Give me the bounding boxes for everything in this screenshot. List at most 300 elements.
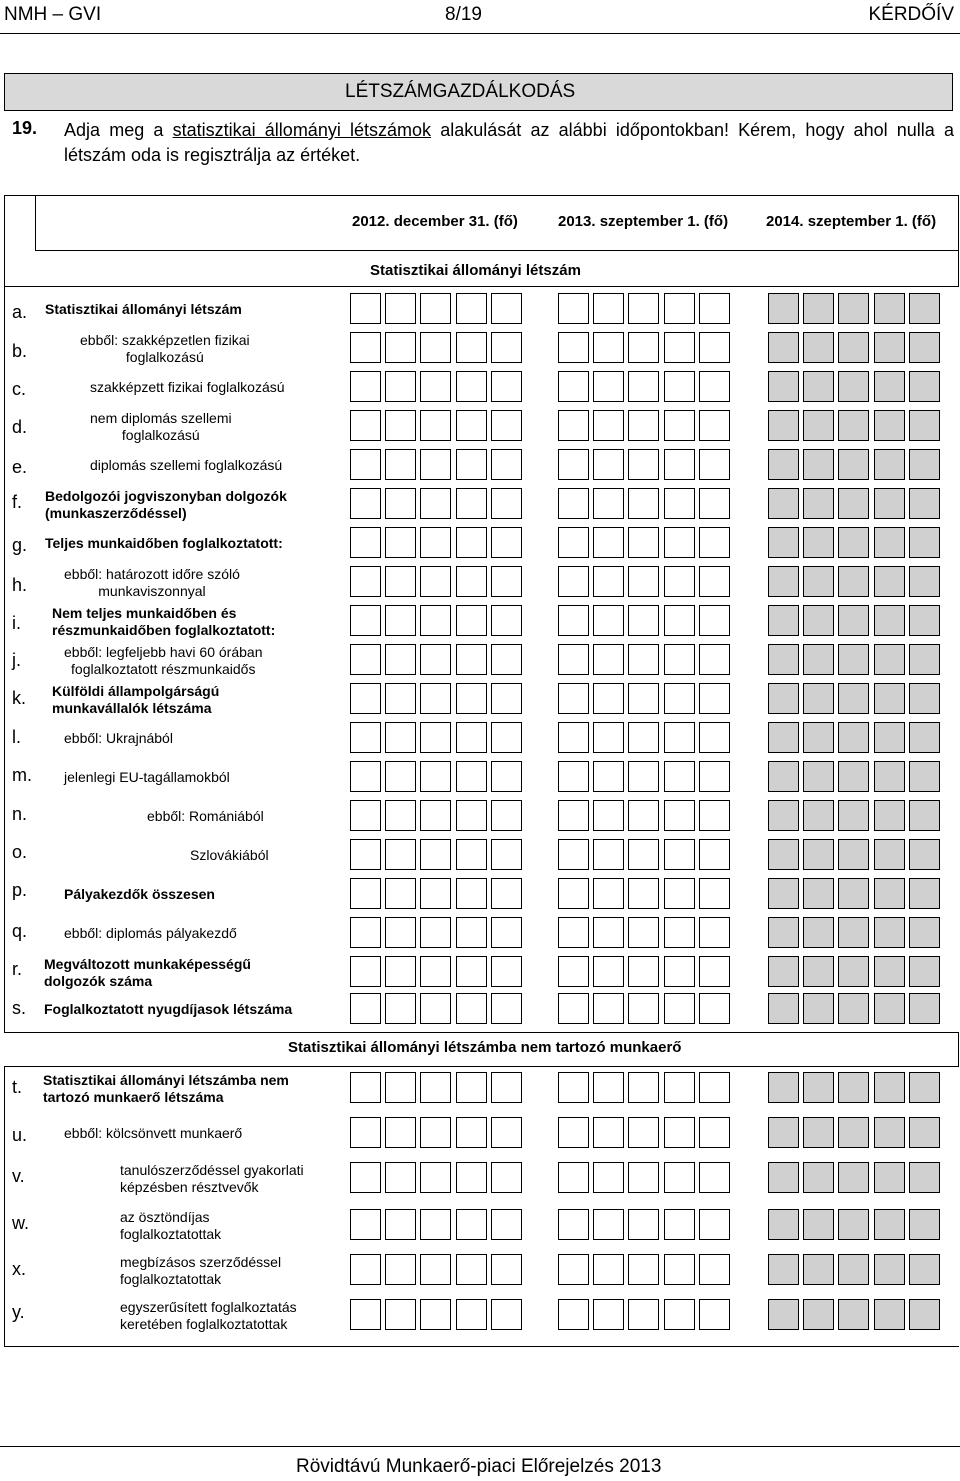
digit-input-box[interactable] xyxy=(803,839,834,870)
digit-input-box[interactable] xyxy=(664,917,695,948)
digit-input-box[interactable] xyxy=(385,761,416,792)
digit-input-box[interactable] xyxy=(909,527,940,558)
digit-input-box[interactable] xyxy=(768,527,799,558)
digit-input-box[interactable] xyxy=(838,800,869,831)
digit-input-box[interactable] xyxy=(909,371,940,402)
digit-input-box[interactable] xyxy=(628,332,659,363)
digit-input-box[interactable] xyxy=(350,800,381,831)
digit-input-box[interactable] xyxy=(456,1254,487,1285)
digit-input-box[interactable] xyxy=(699,1162,730,1193)
digit-input-box[interactable] xyxy=(628,839,659,870)
digit-input-box[interactable] xyxy=(456,605,487,636)
digit-input-box[interactable] xyxy=(350,956,381,987)
digit-input-box[interactable] xyxy=(803,644,834,675)
digit-input-box[interactable] xyxy=(838,1299,869,1330)
digit-input-box[interactable] xyxy=(593,410,624,441)
digit-input-box[interactable] xyxy=(628,761,659,792)
digit-input-box[interactable] xyxy=(803,449,834,480)
digit-input-box[interactable] xyxy=(456,1209,487,1240)
digit-input-box[interactable] xyxy=(350,449,381,480)
digit-input-box[interactable] xyxy=(420,683,451,714)
digit-input-box[interactable] xyxy=(558,917,589,948)
digit-input-box[interactable] xyxy=(491,1209,522,1240)
digit-input-box[interactable] xyxy=(558,1299,589,1330)
digit-input-box[interactable] xyxy=(699,332,730,363)
digit-input-box[interactable] xyxy=(420,371,451,402)
digit-input-box[interactable] xyxy=(699,1072,730,1103)
digit-input-box[interactable] xyxy=(385,1299,416,1330)
digit-input-box[interactable] xyxy=(350,917,381,948)
digit-input-box[interactable] xyxy=(909,1117,940,1148)
digit-input-box[interactable] xyxy=(664,878,695,909)
digit-input-box[interactable] xyxy=(593,722,624,753)
digit-input-box[interactable] xyxy=(664,527,695,558)
digit-input-box[interactable] xyxy=(664,332,695,363)
digit-input-box[interactable] xyxy=(699,488,730,519)
digit-input-box[interactable] xyxy=(664,1162,695,1193)
digit-input-box[interactable] xyxy=(874,332,905,363)
digit-input-box[interactable] xyxy=(874,800,905,831)
digit-input-box[interactable] xyxy=(491,1117,522,1148)
digit-input-box[interactable] xyxy=(838,644,869,675)
digit-input-box[interactable] xyxy=(699,605,730,636)
digit-input-box[interactable] xyxy=(593,644,624,675)
digit-input-box[interactable] xyxy=(838,605,869,636)
digit-input-box[interactable] xyxy=(909,410,940,441)
digit-input-box[interactable] xyxy=(558,839,589,870)
digit-input-box[interactable] xyxy=(664,566,695,597)
digit-input-box[interactable] xyxy=(420,488,451,519)
digit-input-box[interactable] xyxy=(350,1162,381,1193)
digit-input-box[interactable] xyxy=(838,1254,869,1285)
digit-input-box[interactable] xyxy=(593,993,624,1024)
digit-input-box[interactable] xyxy=(838,761,869,792)
digit-input-box[interactable] xyxy=(491,293,522,324)
digit-input-box[interactable] xyxy=(593,917,624,948)
digit-input-box[interactable] xyxy=(420,839,451,870)
digit-input-box[interactable] xyxy=(593,371,624,402)
digit-input-box[interactable] xyxy=(699,683,730,714)
digit-input-box[interactable] xyxy=(874,371,905,402)
digit-input-box[interactable] xyxy=(699,1117,730,1148)
digit-input-box[interactable] xyxy=(838,878,869,909)
digit-input-box[interactable] xyxy=(420,1299,451,1330)
digit-input-box[interactable] xyxy=(420,566,451,597)
digit-input-box[interactable] xyxy=(768,371,799,402)
digit-input-box[interactable] xyxy=(699,371,730,402)
digit-input-box[interactable] xyxy=(628,566,659,597)
digit-input-box[interactable] xyxy=(699,410,730,441)
digit-input-box[interactable] xyxy=(456,488,487,519)
digit-input-box[interactable] xyxy=(456,800,487,831)
digit-input-box[interactable] xyxy=(803,800,834,831)
digit-input-box[interactable] xyxy=(838,1072,869,1103)
digit-input-box[interactable] xyxy=(385,605,416,636)
digit-input-box[interactable] xyxy=(909,761,940,792)
digit-input-box[interactable] xyxy=(491,1072,522,1103)
digit-input-box[interactable] xyxy=(385,1209,416,1240)
digit-input-box[interactable] xyxy=(909,993,940,1024)
digit-input-box[interactable] xyxy=(420,800,451,831)
digit-input-box[interactable] xyxy=(456,1299,487,1330)
digit-input-box[interactable] xyxy=(909,800,940,831)
digit-input-box[interactable] xyxy=(768,1254,799,1285)
digit-input-box[interactable] xyxy=(699,722,730,753)
digit-input-box[interactable] xyxy=(558,449,589,480)
digit-input-box[interactable] xyxy=(628,878,659,909)
digit-input-box[interactable] xyxy=(593,293,624,324)
digit-input-box[interactable] xyxy=(593,800,624,831)
digit-input-box[interactable] xyxy=(491,371,522,402)
digit-input-box[interactable] xyxy=(491,839,522,870)
digit-input-box[interactable] xyxy=(385,722,416,753)
digit-input-box[interactable] xyxy=(874,449,905,480)
digit-input-box[interactable] xyxy=(664,956,695,987)
digit-input-box[interactable] xyxy=(909,449,940,480)
digit-input-box[interactable] xyxy=(699,527,730,558)
digit-input-box[interactable] xyxy=(803,878,834,909)
digit-input-box[interactable] xyxy=(558,605,589,636)
digit-input-box[interactable] xyxy=(768,917,799,948)
digit-input-box[interactable] xyxy=(664,722,695,753)
digit-input-box[interactable] xyxy=(664,371,695,402)
digit-input-box[interactable] xyxy=(628,410,659,441)
digit-input-box[interactable] xyxy=(491,683,522,714)
digit-input-box[interactable] xyxy=(628,800,659,831)
digit-input-box[interactable] xyxy=(420,410,451,441)
digit-input-box[interactable] xyxy=(456,371,487,402)
digit-input-box[interactable] xyxy=(350,878,381,909)
digit-input-box[interactable] xyxy=(909,293,940,324)
digit-input-box[interactable] xyxy=(874,956,905,987)
digit-input-box[interactable] xyxy=(420,605,451,636)
digit-input-box[interactable] xyxy=(699,1299,730,1330)
digit-input-box[interactable] xyxy=(593,332,624,363)
digit-input-box[interactable] xyxy=(803,293,834,324)
digit-input-box[interactable] xyxy=(838,1117,869,1148)
digit-input-box[interactable] xyxy=(699,566,730,597)
digit-input-box[interactable] xyxy=(664,605,695,636)
digit-input-box[interactable] xyxy=(558,488,589,519)
digit-input-box[interactable] xyxy=(874,839,905,870)
digit-input-box[interactable] xyxy=(768,293,799,324)
digit-input-box[interactable] xyxy=(664,293,695,324)
digit-input-box[interactable] xyxy=(420,332,451,363)
digit-input-box[interactable] xyxy=(420,917,451,948)
digit-input-box[interactable] xyxy=(420,1072,451,1103)
digit-input-box[interactable] xyxy=(838,1162,869,1193)
digit-input-box[interactable] xyxy=(699,644,730,675)
digit-input-box[interactable] xyxy=(628,371,659,402)
digit-input-box[interactable] xyxy=(350,683,381,714)
digit-input-box[interactable] xyxy=(768,800,799,831)
digit-input-box[interactable] xyxy=(838,488,869,519)
digit-input-box[interactable] xyxy=(350,527,381,558)
digit-input-box[interactable] xyxy=(628,993,659,1024)
digit-input-box[interactable] xyxy=(909,917,940,948)
digit-input-box[interactable] xyxy=(558,722,589,753)
digit-input-box[interactable] xyxy=(874,722,905,753)
digit-input-box[interactable] xyxy=(350,566,381,597)
digit-input-box[interactable] xyxy=(385,644,416,675)
digit-input-box[interactable] xyxy=(350,839,381,870)
digit-input-box[interactable] xyxy=(874,1162,905,1193)
digit-input-box[interactable] xyxy=(593,956,624,987)
digit-input-box[interactable] xyxy=(558,293,589,324)
digit-input-box[interactable] xyxy=(420,993,451,1024)
digit-input-box[interactable] xyxy=(558,527,589,558)
digit-input-box[interactable] xyxy=(385,1072,416,1103)
digit-input-box[interactable] xyxy=(874,566,905,597)
digit-input-box[interactable] xyxy=(768,566,799,597)
digit-input-box[interactable] xyxy=(350,1209,381,1240)
digit-input-box[interactable] xyxy=(768,839,799,870)
digit-input-box[interactable] xyxy=(593,878,624,909)
digit-input-box[interactable] xyxy=(593,1209,624,1240)
digit-input-box[interactable] xyxy=(803,956,834,987)
digit-input-box[interactable] xyxy=(558,566,589,597)
digit-input-box[interactable] xyxy=(768,1299,799,1330)
digit-input-box[interactable] xyxy=(838,839,869,870)
digit-input-box[interactable] xyxy=(385,527,416,558)
digit-input-box[interactable] xyxy=(768,1072,799,1103)
digit-input-box[interactable] xyxy=(593,488,624,519)
digit-input-box[interactable] xyxy=(803,371,834,402)
digit-input-box[interactable] xyxy=(491,917,522,948)
digit-input-box[interactable] xyxy=(491,449,522,480)
digit-input-box[interactable] xyxy=(420,1117,451,1148)
digit-input-box[interactable] xyxy=(350,488,381,519)
digit-input-box[interactable] xyxy=(628,527,659,558)
digit-input-box[interactable] xyxy=(385,1162,416,1193)
digit-input-box[interactable] xyxy=(593,683,624,714)
digit-input-box[interactable] xyxy=(664,488,695,519)
digit-input-box[interactable] xyxy=(456,566,487,597)
digit-input-box[interactable] xyxy=(874,527,905,558)
digit-input-box[interactable] xyxy=(909,878,940,909)
digit-input-box[interactable] xyxy=(558,332,589,363)
digit-input-box[interactable] xyxy=(385,800,416,831)
digit-input-box[interactable] xyxy=(491,527,522,558)
digit-input-box[interactable] xyxy=(628,605,659,636)
digit-input-box[interactable] xyxy=(768,956,799,987)
digit-input-box[interactable] xyxy=(558,371,589,402)
digit-input-box[interactable] xyxy=(420,956,451,987)
digit-input-box[interactable] xyxy=(593,566,624,597)
digit-input-box[interactable] xyxy=(699,1209,730,1240)
digit-input-box[interactable] xyxy=(491,1162,522,1193)
digit-input-box[interactable] xyxy=(803,917,834,948)
digit-input-box[interactable] xyxy=(803,1162,834,1193)
digit-input-box[interactable] xyxy=(874,1299,905,1330)
digit-input-box[interactable] xyxy=(664,1209,695,1240)
digit-input-box[interactable] xyxy=(699,956,730,987)
digit-input-box[interactable] xyxy=(768,488,799,519)
digit-input-box[interactable] xyxy=(420,878,451,909)
digit-input-box[interactable] xyxy=(909,722,940,753)
digit-input-box[interactable] xyxy=(664,1299,695,1330)
digit-input-box[interactable] xyxy=(874,1254,905,1285)
digit-input-box[interactable] xyxy=(803,1072,834,1103)
digit-input-box[interactable] xyxy=(385,410,416,441)
digit-input-box[interactable] xyxy=(803,566,834,597)
digit-input-box[interactable] xyxy=(803,527,834,558)
digit-input-box[interactable] xyxy=(699,449,730,480)
digit-input-box[interactable] xyxy=(628,293,659,324)
digit-input-box[interactable] xyxy=(491,332,522,363)
digit-input-box[interactable] xyxy=(838,527,869,558)
digit-input-box[interactable] xyxy=(628,1117,659,1148)
digit-input-box[interactable] xyxy=(385,293,416,324)
digit-input-box[interactable] xyxy=(909,956,940,987)
digit-input-box[interactable] xyxy=(838,371,869,402)
digit-input-box[interactable] xyxy=(491,605,522,636)
digit-input-box[interactable] xyxy=(420,722,451,753)
digit-input-box[interactable] xyxy=(628,917,659,948)
digit-input-box[interactable] xyxy=(456,722,487,753)
digit-input-box[interactable] xyxy=(491,410,522,441)
digit-input-box[interactable] xyxy=(491,722,522,753)
digit-input-box[interactable] xyxy=(699,1254,730,1285)
digit-input-box[interactable] xyxy=(385,956,416,987)
digit-input-box[interactable] xyxy=(558,1117,589,1148)
digit-input-box[interactable] xyxy=(456,410,487,441)
digit-input-box[interactable] xyxy=(803,722,834,753)
digit-input-box[interactable] xyxy=(768,605,799,636)
digit-input-box[interactable] xyxy=(456,644,487,675)
digit-input-box[interactable] xyxy=(420,761,451,792)
digit-input-box[interactable] xyxy=(768,761,799,792)
digit-input-box[interactable] xyxy=(491,1254,522,1285)
digit-input-box[interactable] xyxy=(664,800,695,831)
digit-input-box[interactable] xyxy=(491,956,522,987)
digit-input-box[interactable] xyxy=(558,1072,589,1103)
digit-input-box[interactable] xyxy=(420,293,451,324)
digit-input-box[interactable] xyxy=(593,1254,624,1285)
digit-input-box[interactable] xyxy=(628,956,659,987)
digit-input-box[interactable] xyxy=(768,449,799,480)
digit-input-box[interactable] xyxy=(838,332,869,363)
digit-input-box[interactable] xyxy=(803,761,834,792)
digit-input-box[interactable] xyxy=(350,371,381,402)
digit-input-box[interactable] xyxy=(420,527,451,558)
digit-input-box[interactable] xyxy=(491,488,522,519)
digit-input-box[interactable] xyxy=(909,566,940,597)
digit-input-box[interactable] xyxy=(664,1117,695,1148)
digit-input-box[interactable] xyxy=(699,917,730,948)
digit-input-box[interactable] xyxy=(456,878,487,909)
digit-input-box[interactable] xyxy=(909,488,940,519)
digit-input-box[interactable] xyxy=(909,1162,940,1193)
digit-input-box[interactable] xyxy=(350,410,381,441)
digit-input-box[interactable] xyxy=(699,993,730,1024)
digit-input-box[interactable] xyxy=(874,605,905,636)
digit-input-box[interactable] xyxy=(803,605,834,636)
digit-input-box[interactable] xyxy=(350,332,381,363)
digit-input-box[interactable] xyxy=(350,644,381,675)
digit-input-box[interactable] xyxy=(664,644,695,675)
digit-input-box[interactable] xyxy=(350,1072,381,1103)
digit-input-box[interactable] xyxy=(558,993,589,1024)
digit-input-box[interactable] xyxy=(491,878,522,909)
digit-input-box[interactable] xyxy=(838,993,869,1024)
digit-input-box[interactable] xyxy=(838,449,869,480)
digit-input-box[interactable] xyxy=(456,527,487,558)
digit-input-box[interactable] xyxy=(803,1117,834,1148)
digit-input-box[interactable] xyxy=(456,1072,487,1103)
digit-input-box[interactable] xyxy=(350,993,381,1024)
digit-input-box[interactable] xyxy=(350,1299,381,1330)
digit-input-box[interactable] xyxy=(628,644,659,675)
digit-input-box[interactable] xyxy=(628,1254,659,1285)
digit-input-box[interactable] xyxy=(768,722,799,753)
digit-input-box[interactable] xyxy=(385,566,416,597)
digit-input-box[interactable] xyxy=(628,449,659,480)
digit-input-box[interactable] xyxy=(593,1072,624,1103)
digit-input-box[interactable] xyxy=(909,332,940,363)
digit-input-box[interactable] xyxy=(838,1209,869,1240)
digit-input-box[interactable] xyxy=(491,644,522,675)
digit-input-box[interactable] xyxy=(803,1254,834,1285)
digit-input-box[interactable] xyxy=(593,1299,624,1330)
digit-input-box[interactable] xyxy=(909,644,940,675)
digit-input-box[interactable] xyxy=(558,1254,589,1285)
digit-input-box[interactable] xyxy=(558,683,589,714)
digit-input-box[interactable] xyxy=(420,1254,451,1285)
digit-input-box[interactable] xyxy=(909,683,940,714)
digit-input-box[interactable] xyxy=(420,1162,451,1193)
digit-input-box[interactable] xyxy=(699,839,730,870)
digit-input-box[interactable] xyxy=(768,644,799,675)
digit-input-box[interactable] xyxy=(838,293,869,324)
digit-input-box[interactable] xyxy=(838,566,869,597)
digit-input-box[interactable] xyxy=(874,1117,905,1148)
digit-input-box[interactable] xyxy=(385,878,416,909)
digit-input-box[interactable] xyxy=(491,993,522,1024)
digit-input-box[interactable] xyxy=(909,839,940,870)
digit-input-box[interactable] xyxy=(456,993,487,1024)
digit-input-box[interactable] xyxy=(628,488,659,519)
digit-input-box[interactable] xyxy=(593,449,624,480)
digit-input-box[interactable] xyxy=(456,956,487,987)
digit-input-box[interactable] xyxy=(558,1162,589,1193)
digit-input-box[interactable] xyxy=(558,956,589,987)
digit-input-box[interactable] xyxy=(664,410,695,441)
digit-input-box[interactable] xyxy=(699,293,730,324)
digit-input-box[interactable] xyxy=(664,993,695,1024)
digit-input-box[interactable] xyxy=(838,956,869,987)
digit-input-box[interactable] xyxy=(874,993,905,1024)
digit-input-box[interactable] xyxy=(456,761,487,792)
digit-input-box[interactable] xyxy=(558,761,589,792)
digit-input-box[interactable] xyxy=(768,332,799,363)
digit-input-box[interactable] xyxy=(350,722,381,753)
digit-input-box[interactable] xyxy=(768,410,799,441)
digit-input-box[interactable] xyxy=(456,332,487,363)
digit-input-box[interactable] xyxy=(874,644,905,675)
digit-input-box[interactable] xyxy=(874,410,905,441)
digit-input-box[interactable] xyxy=(664,1254,695,1285)
digit-input-box[interactable] xyxy=(558,800,589,831)
digit-input-box[interactable] xyxy=(664,449,695,480)
digit-input-box[interactable] xyxy=(874,1072,905,1103)
digit-input-box[interactable] xyxy=(628,1162,659,1193)
digit-input-box[interactable] xyxy=(491,1299,522,1330)
digit-input-box[interactable] xyxy=(803,683,834,714)
digit-input-box[interactable] xyxy=(385,332,416,363)
digit-input-box[interactable] xyxy=(909,1209,940,1240)
digit-input-box[interactable] xyxy=(664,683,695,714)
